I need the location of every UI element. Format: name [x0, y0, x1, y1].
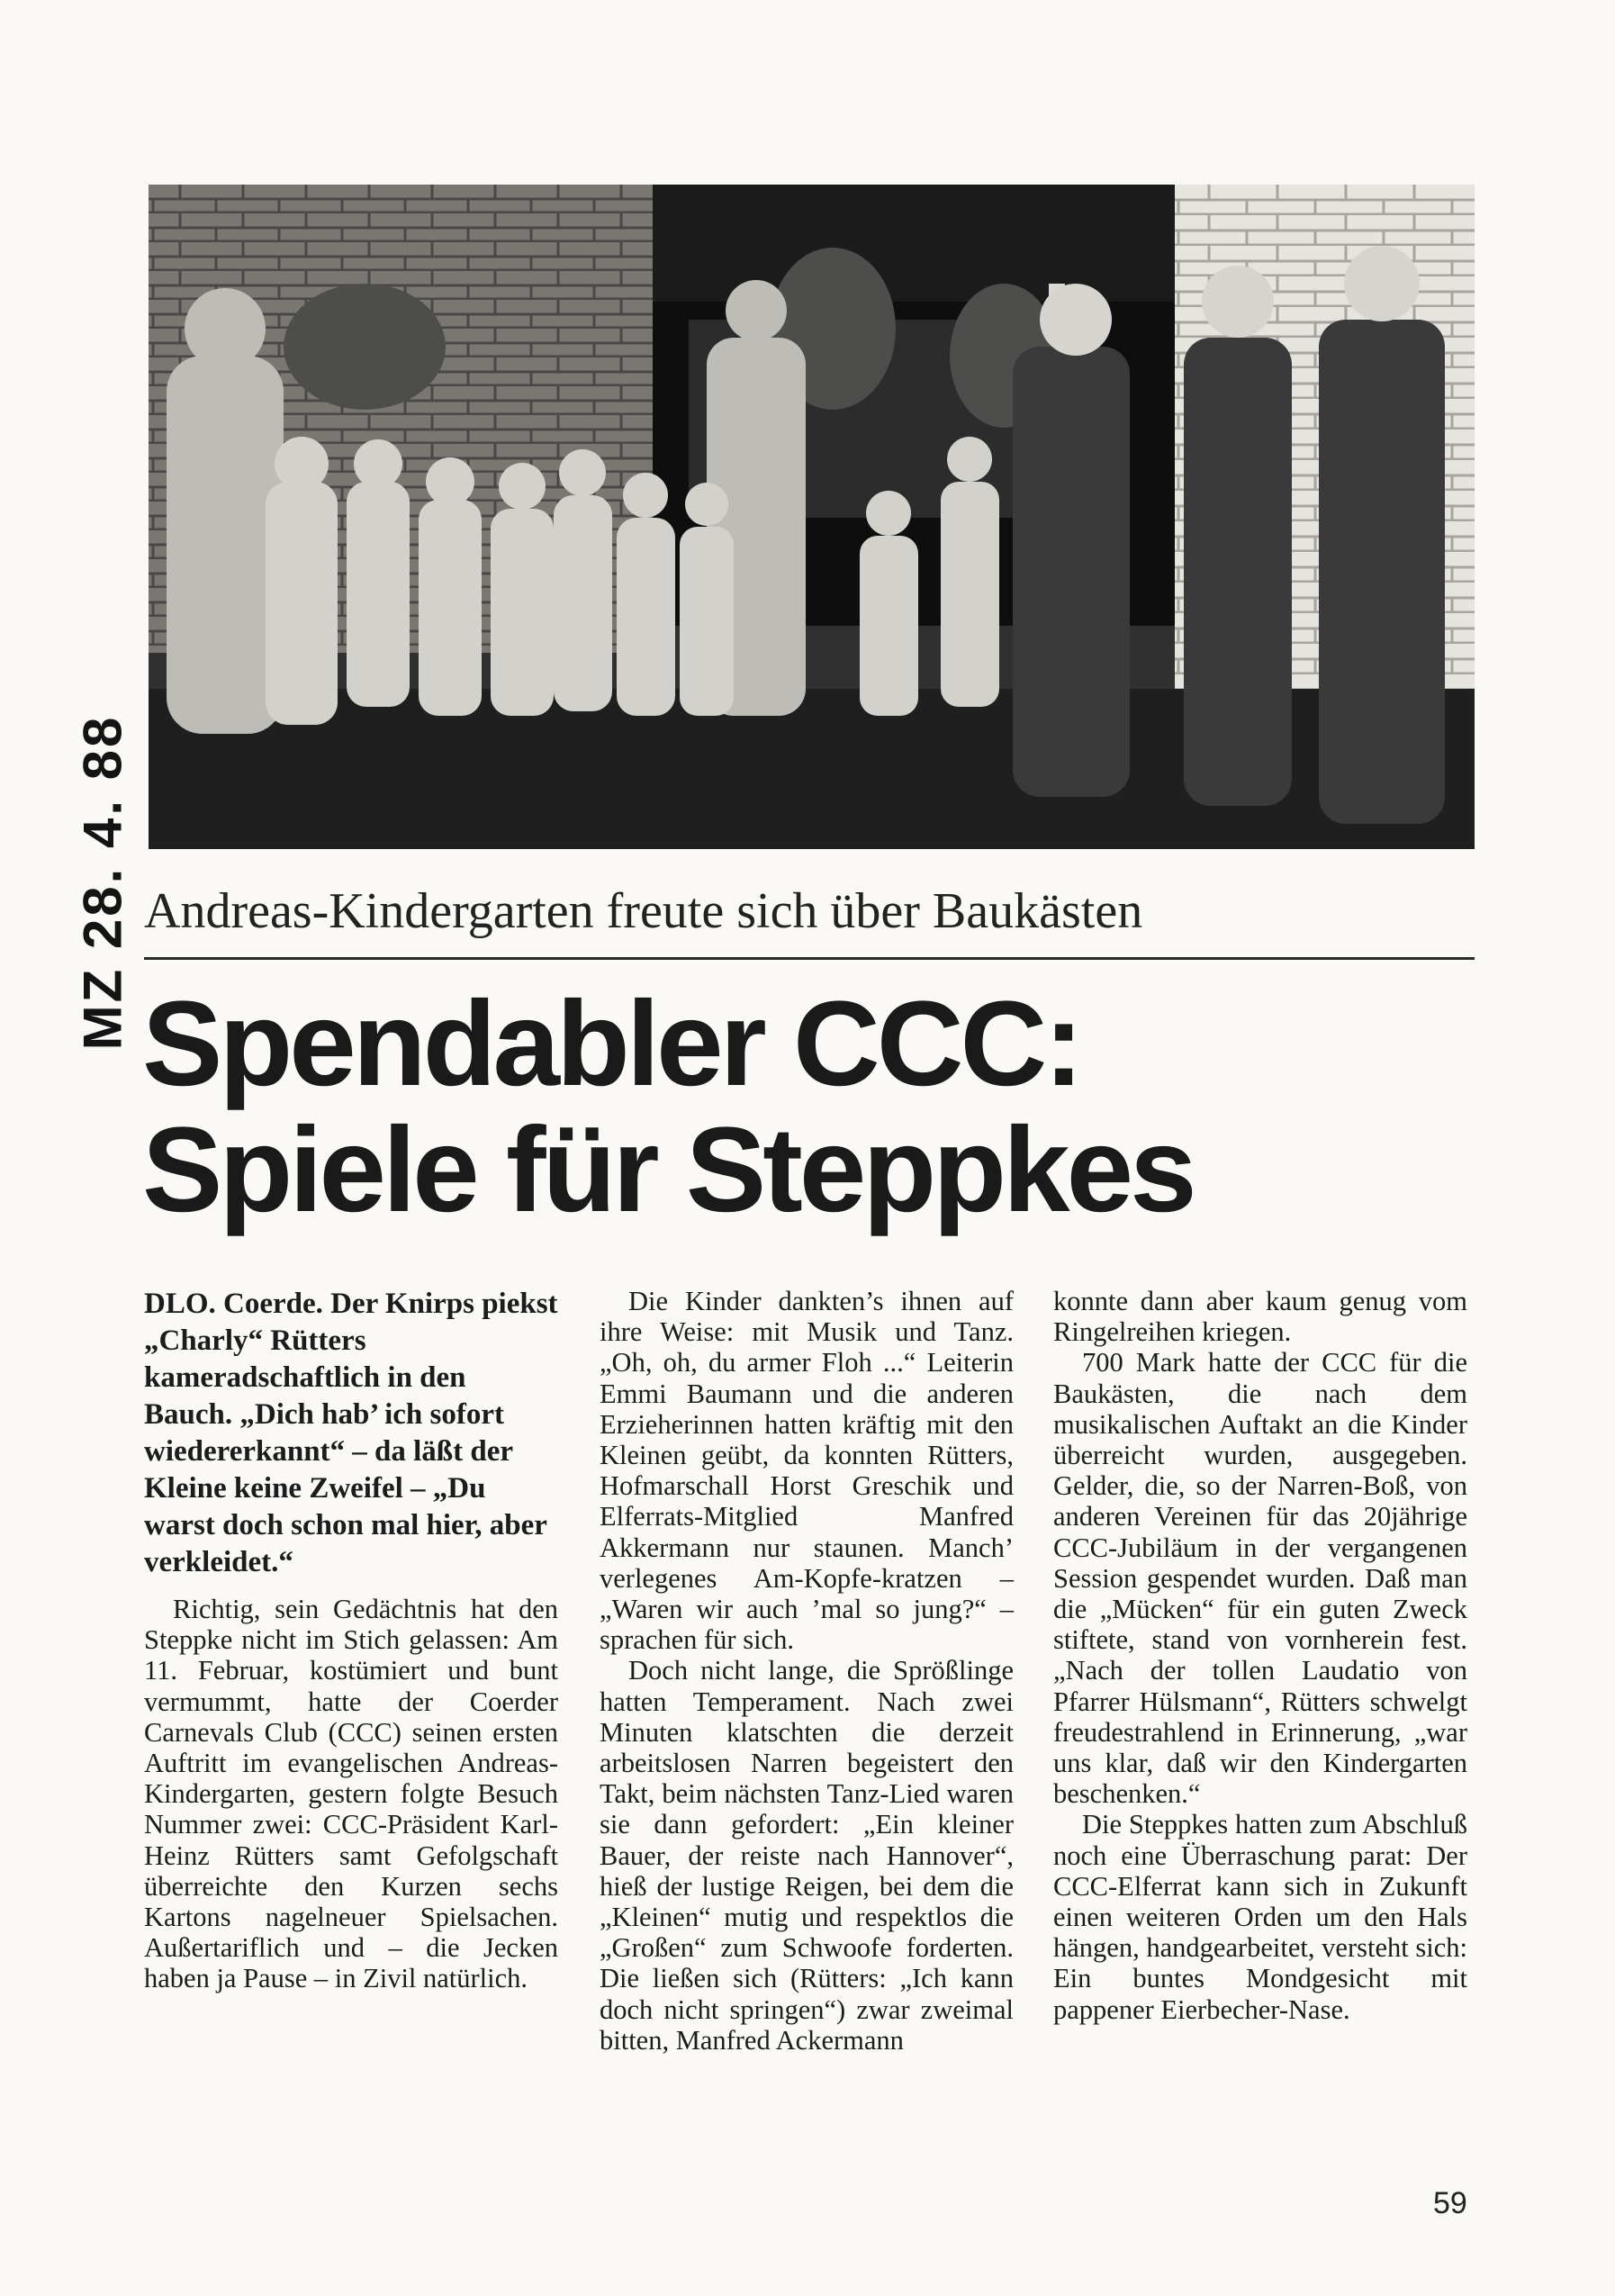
article-column-1	[144, 1286, 558, 1994]
article-lead: DLO. Coerde. Der Knirps piekst „Charly“ Rütters kameradschaftlich in den Bauch. „Dich hab’ ich sofort wiedererkannt“ – da läßt der Kleine keine Zweifel – „Du warst doch schon mal hier, aber verkleidet.“	[144, 1288, 558, 1578]
article-column-3	[1053, 1286, 1467, 2025]
headline-line-2: Spiele für Steppkes	[142, 1103, 1194, 1237]
date-stamp	[72, 714, 133, 1051]
group-photo-image	[149, 185, 1475, 849]
article-paragraph-5: 700 Mark hatte der CCC für die Baukästen, die nach dem musikalischen Auftakt an die Kinder überreicht wurden, ausgegeben. Gelder, die, so der Narren-Boß, von anderen Vereinen für das 20jährige CCC-Jubiläum in der vergangenen Session gespendet wurden. Daß man die „Mücken“ für ein guten Zweck stiftete, stand von vornherein fest. „Nach der tollen Laudatio von Pfarrer Hülsmann“, Rütters schwelgt freudestrahlend in Erinnerung, „war uns klar, daß wir den Kindergarten beschenken.“	[1053, 1347, 1467, 1810]
subheadline: Andreas-Kindergarten freute sich über Baukästen	[144, 883, 1143, 939]
date-stamp-text: MZ 28. 4. 88	[72, 714, 133, 1051]
group-photo	[149, 185, 1475, 849]
headline-rule	[144, 957, 1475, 960]
article-paragraph-1: Richtig, sein Gedächtnis hat den Steppke nicht im Stich gelassen: Am 11. Februar, kostümiert und bunt vermummt, hatte der Coerder Carnevals Club (CCC) seinen ersten Auftritt im evangelischen Andreas-Kindergarten, gestern folgte Besuch Nummer zwei: CCC-Präsident Karl-Heinz Rütters samt Gefolgschaft überreichte den Kurzen sechs Kartons nagelneuer Spielsachen. Außertariflich und – die Jecken haben ja Pause – in Zivil natürlich.	[144, 1594, 558, 1994]
article-column-2	[600, 1286, 1014, 2056]
headline	[142, 977, 1475, 1237]
article-paragraph-3: Doch nicht lange, die Sprößlinge hatten Temperament. Nach zwei Minuten klatschten die derzeit arbeitslosen Narren begeistert den Takt, beim nächsten Tanz-Lied waren sie dann gefordert: „Ein kleiner Bauer, der reiste nach Hannover“, hieß der lustige Reigen, bei dem die „Kleinen“ mutig und respektlos die „Großen“ zum Schwoofe forderten. Die ließen sich (Rütters: „Ich kann doch nicht springen“) zwar zweimal bitten, Manfred Ackermann	[600, 1655, 1014, 2056]
page-number: 59	[1433, 2186, 1467, 2220]
headline-line-1: Spendabler CCC:	[142, 977, 1080, 1111]
article-paragraph-6: Die Steppkes hatten zum Abschluß noch eine Überraschung parat: Der CCC-Elferrat kann sich in Zukunft einen weiteren Orden um den Hals hängen, handgearbeitet, versteht sich: Ein buntes Mondgesicht mit pappener Eierbecher-Nase.	[1053, 1809, 1467, 2025]
article-paragraph-4: konnte dann aber kaum genug vom Ringelreihen kriegen.	[1053, 1286, 1467, 1348]
article-paragraph-2: Die Kinder dankten’s ihnen auf ihre Weise: mit Musik und Tanz. „Oh, oh, du armer Floh ...“ Leiterin Emmi Baumann und die anderen Erzieherinnen hatten kräftig mit den Kleinen geübt, da konnten Rütters, Hofmarschall Horst Greschik und Elferrats-Mitglied Manfred Akkermann nur staunen. Manch’ verlegenes Am-Kopfe-kratzen – „Waren wir auch ’mal so jung?“ – sprachen für sich.	[600, 1286, 1014, 1656]
